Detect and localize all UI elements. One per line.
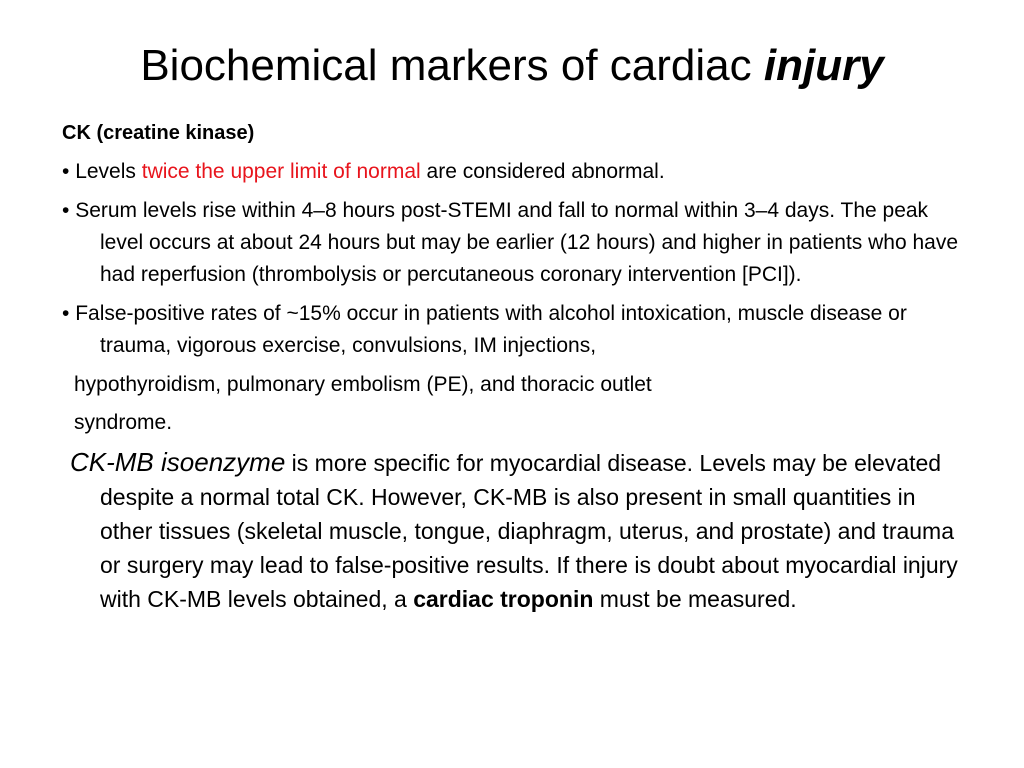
bullet-marker: • [62, 302, 70, 325]
bullet-levels-post: are considered abnormal. [420, 160, 665, 183]
ckmb-text-2: must be measured. [593, 586, 797, 612]
ckmb-bold-troponin: cardiac troponin [413, 586, 594, 612]
bullet-serum-levels [62, 195, 962, 291]
bullet-serum-text: Serum levels rise within 4–8 hours post-STEMI and fall to normal within 3–4 days. The peak level occurs at about 24 hours but may be earlier (12 hours) and higher in patients who have had reperfusion (thrombolysis or percutaneous coronary intervention [PCI]). [69, 199, 959, 286]
slide-body [62, 118, 962, 616]
ckmb-text-1: is more specific for myocardial disease. Levels may be elevated despite a normal total CK. However, CK-MB is also present in small quantities in other tissues (skeletal muscle, tongue, diaphragm, uterus, and prostate) and trauma or surgery may lead to false-positive results. If there is doubt about myocardial injury with CK-MB levels obtained, a [100, 450, 958, 612]
continuation-line-1: hypothyroidism, pulmonary embolism (PE), and thoracic outlet [74, 373, 652, 396]
title-main-text: Biochemical markers of cardiac [140, 41, 764, 90]
bullet-levels-highlight: twice the upper limit of normal [141, 160, 421, 183]
bullet-levels-pre: Levels [69, 160, 142, 183]
bullet-marker: • [62, 199, 70, 222]
ck-heading: CK (creatine kinase) [62, 122, 255, 144]
bullet-levels [62, 156, 962, 188]
title-emphasis-text: injury [763, 41, 884, 90]
ckmb-paragraph [62, 445, 962, 616]
bullet-false-positive [62, 298, 962, 362]
bullet-false-positive-text: False-positive rates of ~15% occur in patients with alcohol intoxication, muscle disease or trauma, vigorous exercise, convulsions, IM injections, [69, 302, 907, 357]
continuation-line-2: syndrome. [74, 411, 173, 434]
slide-title [0, 30, 1024, 102]
bullet-marker: • [62, 160, 70, 183]
ckmb-term: CK-MB isoenzyme [70, 447, 286, 477]
